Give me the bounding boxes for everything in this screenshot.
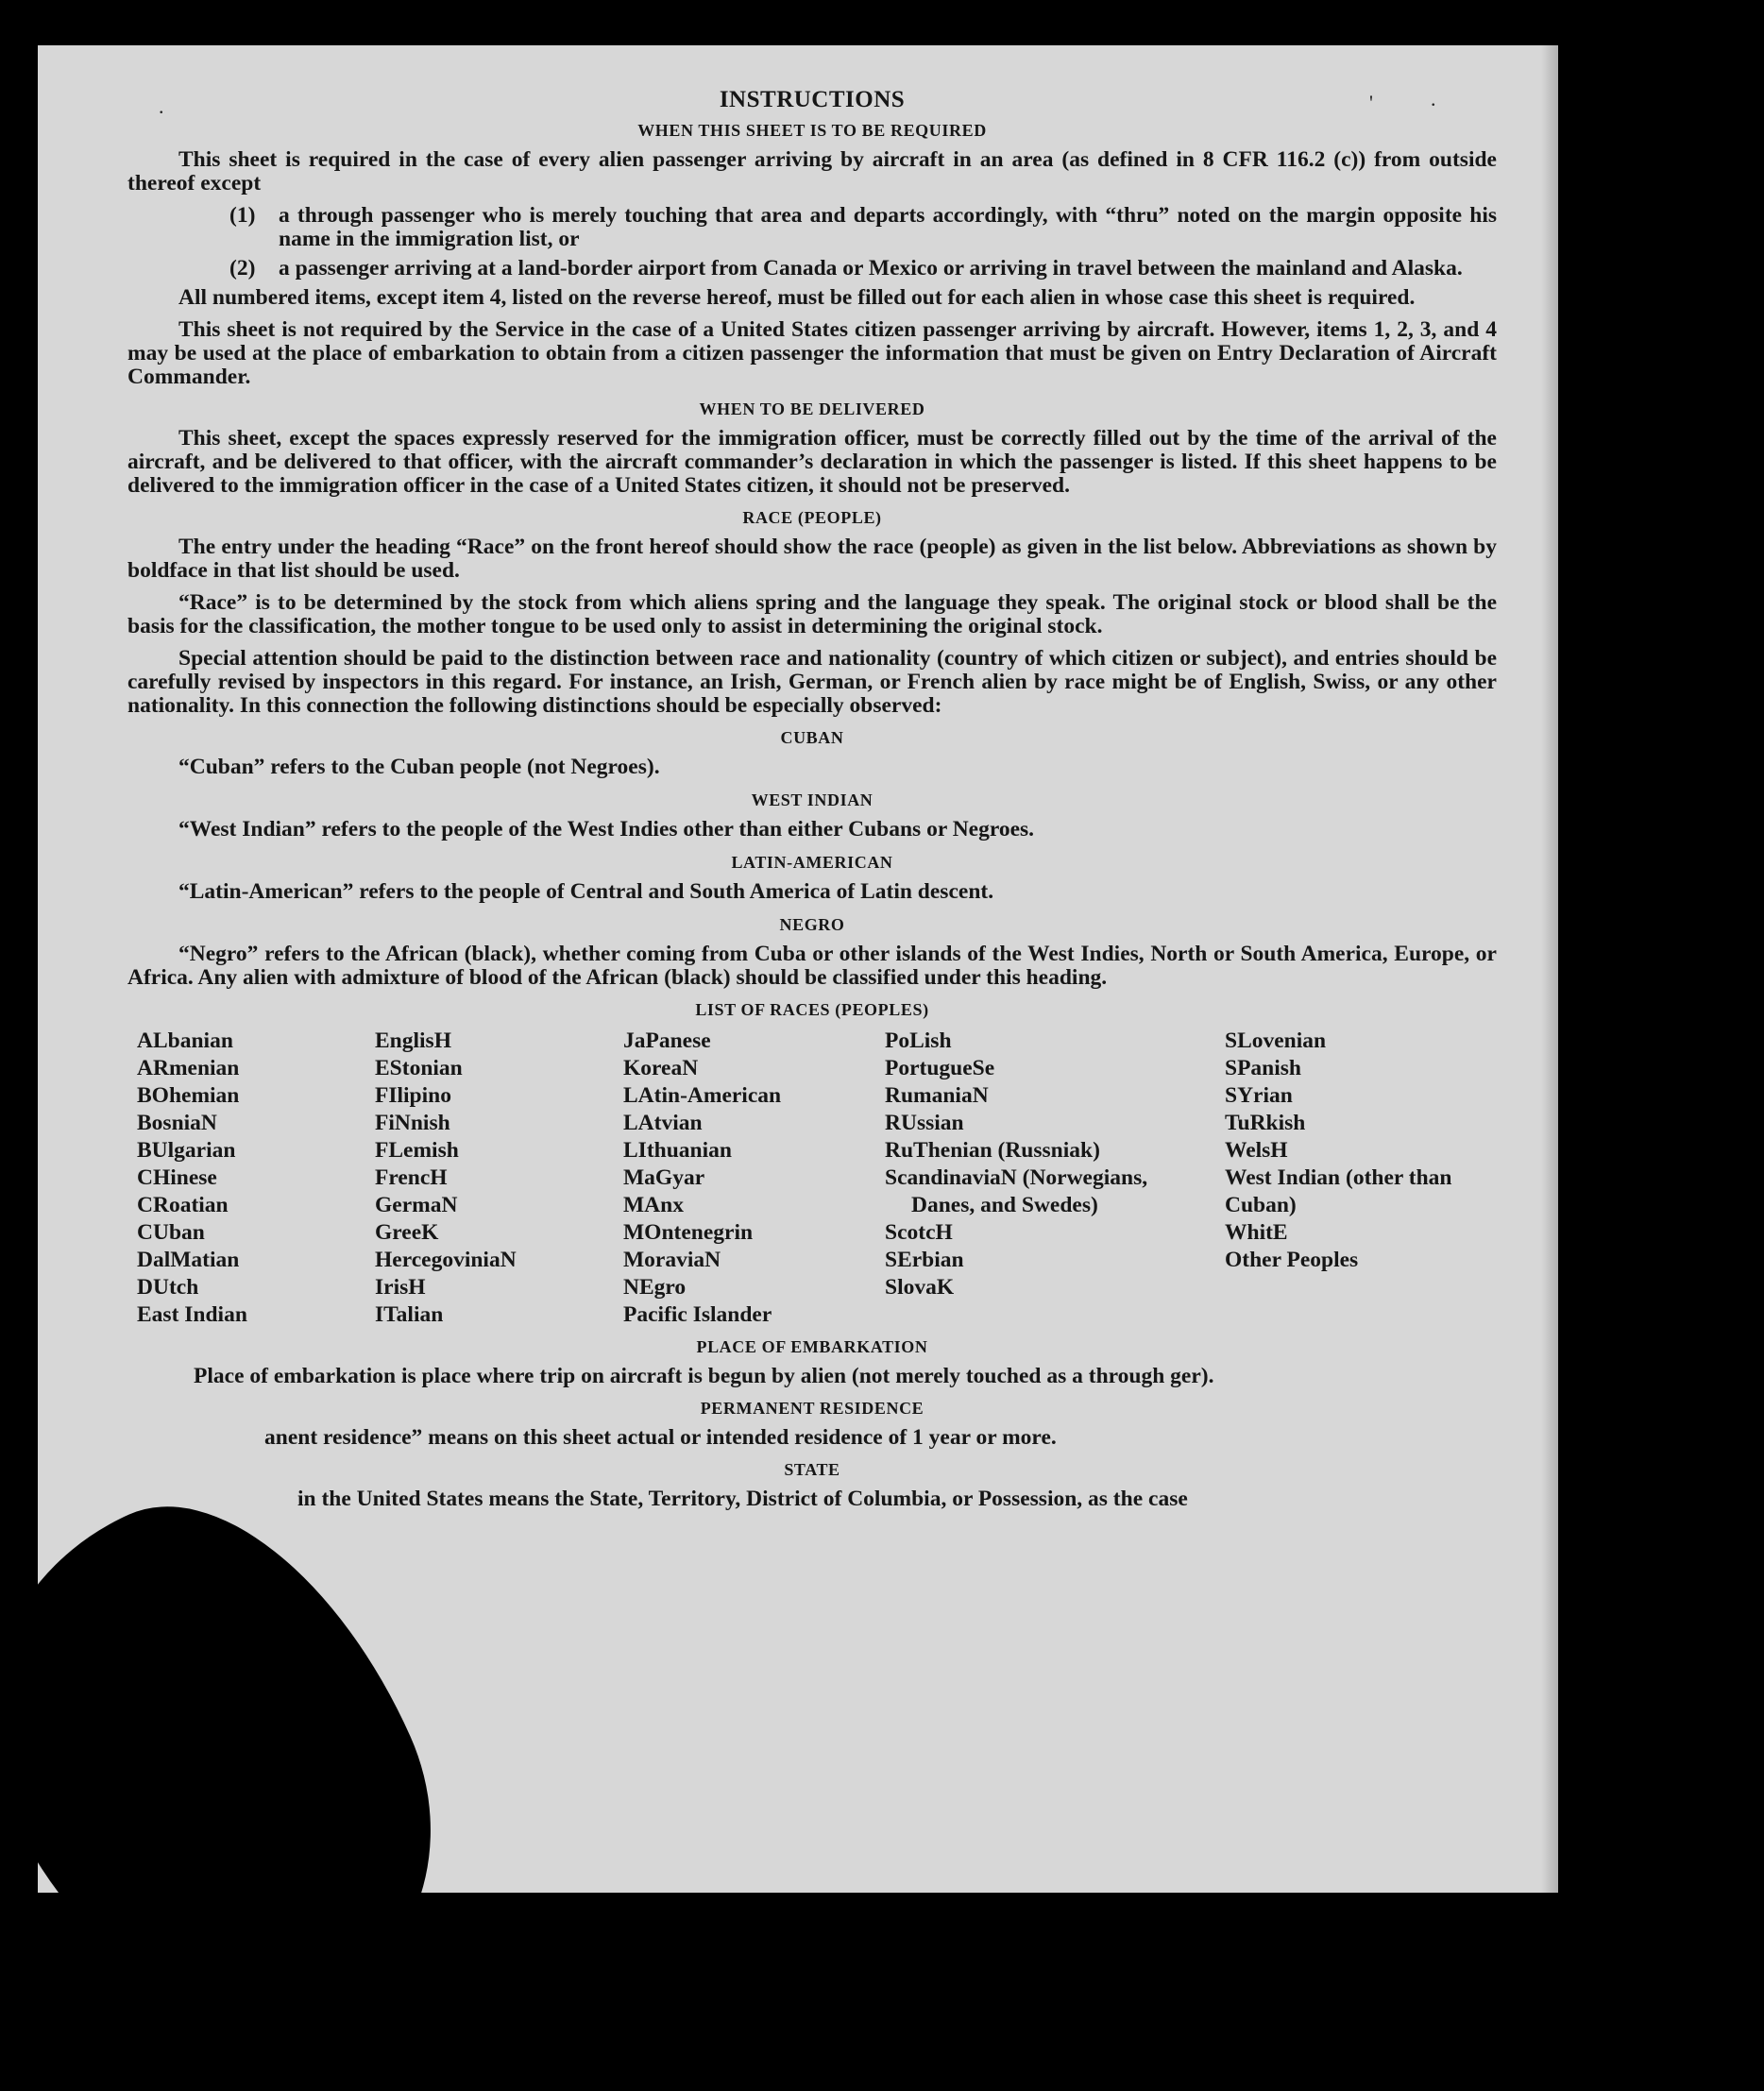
paragraph: “Race” is to be determined by the stock from which aliens spring and the language they speak. The original stock or blood shall be the basis for the classification, the mother tongue to be used only to assist in determining the original stock.: [127, 590, 1497, 638]
item-number: (2): [229, 256, 256, 280]
race-entry: GermaN: [375, 1193, 458, 1217]
paragraph: “Cuban” refers to the Cuban people (not Negroes).: [178, 755, 660, 779]
race-entry: ALbanian: [137, 1028, 233, 1053]
section-heading: NEGRO: [779, 915, 845, 934]
paragraph: All numbered items, except item 4, listed on the reverse hereof, must be filled out for each alien in whose case this sheet is required.: [178, 285, 1416, 310]
race-entry: DalMatian: [137, 1248, 240, 1272]
race-column: [137, 1028, 247, 1329]
race-entry: LAtvian: [623, 1111, 703, 1135]
race-entry: EnglisH: [375, 1028, 451, 1053]
paragraph: “Negro” refers to the African (black), whether coming from Cuba or other islands of the West Indies, North or South America, Europe, or Africa. Any alien with admixture of blood of the African (black) should be classified under this heading.: [127, 942, 1497, 990]
page-edge-shadow: [1541, 45, 1558, 1893]
race-entry: MaGyar: [623, 1165, 705, 1190]
race-entry: JaPanese: [623, 1028, 711, 1053]
paragraph: in the United States means the State, Territory, District of Columbia, or Possession, as the case: [297, 1487, 1188, 1511]
document-title: INSTRUCTIONS: [719, 87, 906, 112]
race-entry: LIthuanian: [623, 1138, 732, 1163]
section-heading: CUBAN: [780, 728, 844, 747]
race-entry: RumaniaN: [885, 1083, 989, 1108]
race-entry: MOntenegrin: [623, 1220, 754, 1245]
paragraph: Place of embarkation is place where trip on aircraft is begun by alien (not merely touched as a through ger).: [194, 1364, 1214, 1388]
section-heading: PLACE OF EMBARKATION: [696, 1337, 928, 1356]
race-entry: KoreaN: [623, 1056, 699, 1080]
race-entry: BUlgarian: [137, 1138, 236, 1163]
race-entry: PortugueSe: [885, 1056, 995, 1080]
paragraph: “West Indian” refers to the people of the West Indies other than either Cubans or Negroes.: [178, 817, 1035, 842]
paragraph: “Latin-American” refers to the people of Central and South America of Latin descent.: [178, 879, 994, 904]
list-item: [127, 257, 1497, 280]
torn-corner: [0, 1447, 497, 2091]
race-entry: SlovaK: [885, 1275, 955, 1300]
race-list: [127, 1028, 1497, 1328]
race-entry: RUssian: [885, 1111, 964, 1135]
paragraph: The entry under the heading “Race” on the front hereof should show the race (people) as given in the list below. Abbreviations as shown by boldface in that list should be used.: [127, 535, 1497, 583]
race-entry: EStonian: [375, 1056, 463, 1080]
race-entry: FLemish: [375, 1138, 459, 1163]
race-column: [375, 1028, 517, 1329]
race-entry: SPanish: [1225, 1056, 1301, 1080]
race-entry: ScandinaviaN (Norwegians, Danes, and Swedes): [885, 1165, 1148, 1217]
race-entry: BosniaN: [137, 1111, 217, 1135]
race-entry: FiNnish: [375, 1111, 450, 1135]
paragraph: This sheet is required in the case of every alien passenger arriving by aircraft in an area (as defined in 8 CFR 116.2 (c)) from outside thereof except: [127, 147, 1497, 196]
race-entry: SLovenian: [1225, 1028, 1327, 1053]
race-entry: FIlipino: [375, 1083, 451, 1108]
section-heading: LATIN-AMERICAN: [731, 853, 893, 872]
race-entry: WhitE: [1225, 1220, 1288, 1245]
race-entry: PoLish: [885, 1028, 952, 1053]
race-entry: WelsH: [1225, 1138, 1288, 1163]
race-entry: NEgro: [623, 1275, 687, 1300]
instructions-text: [127, 88, 1497, 1520]
race-column: [1225, 1028, 1470, 1274]
race-entry: BOhemian: [137, 1083, 240, 1108]
race-entry: ITalian: [375, 1302, 444, 1327]
race-entry: DUtch: [137, 1275, 199, 1300]
race-entry: TuRkish: [1225, 1111, 1306, 1135]
race-entry: ARmenian: [137, 1056, 240, 1080]
race-entry: RuThenian (Russniak): [885, 1138, 1100, 1163]
document-page: [38, 45, 1558, 1893]
race-entry: GreeK: [375, 1220, 439, 1245]
race-entry: East Indian: [137, 1302, 247, 1327]
race-entry: MoraviaN: [623, 1248, 721, 1272]
section-heading: WHEN TO BE DELIVERED: [699, 400, 925, 418]
race-entry: MAnx: [623, 1193, 684, 1217]
section-heading: STATE: [784, 1460, 840, 1479]
paragraph: Special attention should be paid to the distinction between race and nationality (country of which citizen or subject), and entries should be carefully revised by inspectors in this regard. For instance, an Irish, German, or French alien by race might be of English, Swiss, or any other nationality. In this connection the following distinctions should be especially observed:: [127, 646, 1497, 718]
race-entry: SYrian: [1225, 1083, 1293, 1108]
race-entry: SErbian: [885, 1248, 964, 1272]
section-heading: LIST OF RACES (PEOPLES): [695, 1000, 929, 1019]
race-entry: West Indian (other than Cuban): [1225, 1165, 1452, 1217]
race-entry: IrisH: [375, 1275, 426, 1300]
speck-mark: ': [1369, 91, 1373, 114]
section-heading: WHEN THIS SHEET IS TO BE REQUIRED: [637, 121, 987, 140]
speck-mark: .: [159, 94, 164, 118]
speck-mark: .: [1431, 87, 1436, 110]
race-column: [885, 1028, 1168, 1301]
section-heading: RACE (PEOPLE): [742, 508, 882, 527]
item-number: (1): [229, 203, 256, 228]
race-entry: LAtin-American: [623, 1083, 782, 1108]
race-entry: Pacific Islander: [623, 1302, 772, 1327]
section-heading: WEST INDIAN: [751, 790, 874, 809]
race-entry: Other Peoples: [1225, 1248, 1359, 1272]
race-entry: ScotcH: [885, 1220, 953, 1245]
list-item: [127, 204, 1497, 251]
race-entry: CRoatian: [137, 1193, 229, 1217]
race-entry: CUban: [137, 1220, 205, 1245]
paragraph: This sheet is not required by the Service in the case of a United States citizen passenger arriving by aircraft. However, items 1, 2, 3, and 4 may be used at the place of embarkation to obtain from a citizen passenger the information that must be given on Entry Declaration of Aircraft Commander.: [127, 317, 1497, 389]
paragraph: anent residence” means on this sheet actual or intended residence of 1 year or more.: [264, 1425, 1057, 1450]
item-text: a through passenger who is merely touching that area and departs accordingly, with “thru” noted on the margin opposite his name in the immigration list, or: [279, 203, 1497, 251]
paragraph: This sheet, except the spaces expressly reserved for the immigration officer, must be correctly filled out by the time of the arrival of the aircraft, and be delivered to that officer, with the aircraft commander’s declaration in which the passenger is listed. If this sheet happens to be delivered to the immigration officer in the case of a United States citizen, it should not be preserved.: [127, 426, 1497, 498]
race-entry: CHinese: [137, 1165, 217, 1190]
race-column: [623, 1028, 781, 1329]
section-heading: PERMANENT RESIDENCE: [700, 1399, 924, 1418]
race-entry: FrencH: [375, 1165, 448, 1190]
race-entry: HercegoviniaN: [375, 1248, 517, 1272]
item-text: a passenger arriving at a land-border airport from Canada or Mexico or arriving in travel between the mainland and Alaska.: [279, 256, 1463, 280]
